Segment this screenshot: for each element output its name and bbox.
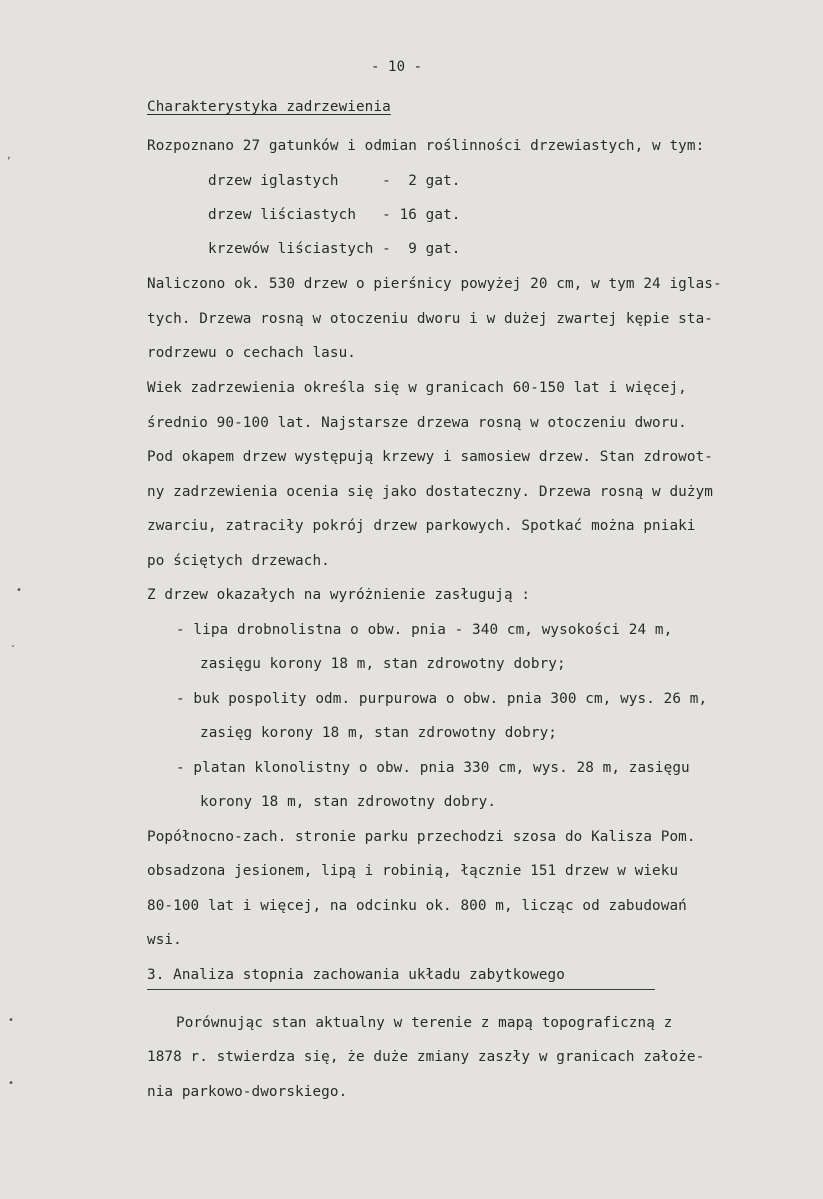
list-item-continuation: korony 18 m, stan zdrowotny dobry. bbox=[200, 794, 497, 810]
section3-heading: 3. Analiza stopnia zachowania układu zabytkowego bbox=[147, 967, 565, 983]
list-item: - lipa drobnolistna o obw. pnia - 340 cm, wysokości 24 m, bbox=[176, 622, 673, 638]
scan-speck: ˇ bbox=[10, 645, 17, 656]
text-line: Porównując stan aktualny w terenie z mapą topograficzną z bbox=[176, 1015, 673, 1031]
text-line: Naliczono ok. 530 drzew o pierśnicy powyżej 20 cm, w tym 24 iglas- bbox=[147, 276, 722, 292]
list-item-continuation: zasięg korony 18 m, stan zdrowotny dobry; bbox=[200, 725, 558, 741]
text-line: zwarciu, zatraciły pokrój drzew parkowych. Spotkać można pniaki bbox=[147, 518, 696, 534]
text-line: ny zadrzewienia ocenia się jako dostateczny. Drzewa rosną w dużym bbox=[147, 484, 713, 500]
list-line: krzewów liściastych - 9 gat. bbox=[208, 241, 461, 257]
section-heading: Charakterystyka zadrzewienia bbox=[147, 99, 391, 115]
scan-speck: • bbox=[8, 1015, 15, 1026]
text-line: Pod okapem drzew występują krzewy i samosiew drzew. Stan zdrowot- bbox=[147, 449, 713, 465]
list-line: drzew iglastych - 2 gat. bbox=[208, 173, 461, 189]
text-line: obsadzona jesionem, lipą i robinią, łącznie 151 drzew w wieku bbox=[147, 863, 679, 879]
text-line: 80-100 lat i więcej, na odcinku ok. 800 m, licząc od zabudowań bbox=[147, 898, 687, 914]
text-line: po ściętych drzewach. bbox=[147, 553, 330, 569]
text-line: Popółnocno-zach. stronie parku przechodzi szosa do Kalisza Pom. bbox=[147, 829, 696, 845]
text-line: nia parkowo-dworskiego. bbox=[147, 1084, 348, 1100]
scan-speck: , bbox=[6, 150, 13, 161]
text-line: tych. Drzewa rosną w otoczeniu dworu i w dużej zwartej kępie sta- bbox=[147, 311, 713, 327]
text-line: wsi. bbox=[147, 932, 182, 948]
list-item: - buk pospolity odm. purpurowa o obw. pnia 300 cm, wys. 26 m, bbox=[176, 691, 708, 707]
text-line: 1878 r. stwierdza się, że duże zmiany zaszły w granicach założe- bbox=[147, 1049, 705, 1065]
scan-speck: • bbox=[8, 1078, 15, 1089]
text-line: średnio 90-100 lat. Najstarsze drzewa rosną w otoczeniu dworu. bbox=[147, 415, 687, 431]
heading-underline bbox=[147, 989, 655, 990]
list-item-continuation: zasięgu korony 18 m, stan zdrowotny dobry; bbox=[200, 656, 566, 672]
text-line: Z drzew okazałych na wyróżnienie zasługują : bbox=[147, 587, 531, 603]
page-number: - 10 - bbox=[371, 59, 423, 75]
text-line: rodrzewu o cechach lasu. bbox=[147, 345, 356, 361]
list-line: drzew liściastych - 16 gat. bbox=[208, 207, 461, 223]
text-line: Rozpoznano 27 gatunków i odmian roślinności drzewiastych, w tym: bbox=[147, 138, 705, 154]
list-item: - platan klonolistny o obw. pnia 330 cm, wys. 28 m, zasięgu bbox=[176, 760, 690, 776]
scan-speck: • bbox=[16, 585, 23, 596]
text-line: Wiek zadrzewienia określa się w granicach 60-150 lat i więcej, bbox=[147, 380, 687, 396]
